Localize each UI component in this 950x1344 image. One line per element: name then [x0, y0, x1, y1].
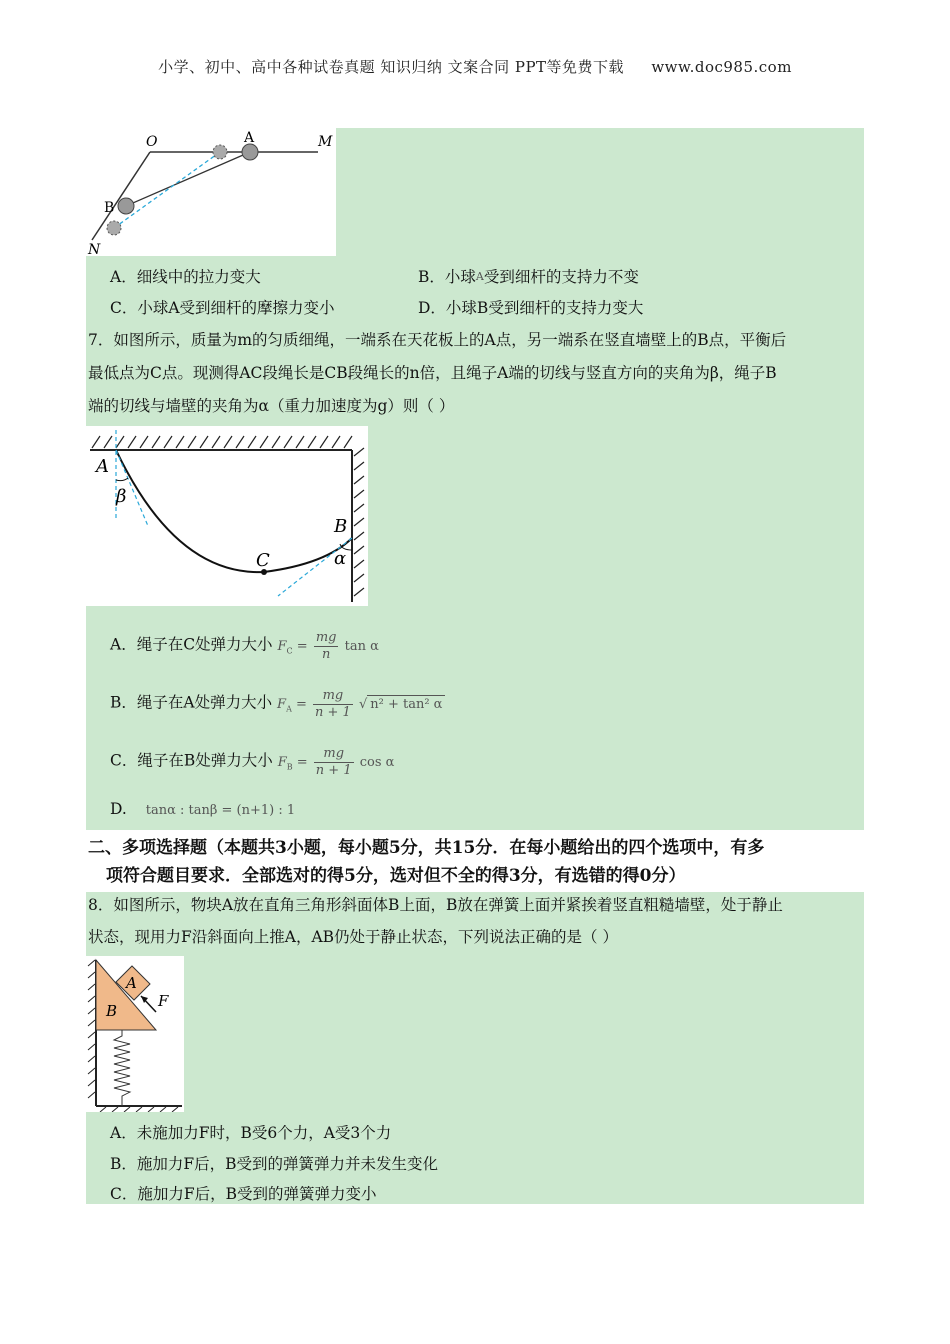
rod-ON	[92, 152, 150, 240]
q7-c-tail: cos α	[359, 754, 395, 770]
q7-b-fraction	[313, 688, 353, 720]
figure-wedge-spring	[86, 956, 184, 1112]
label-F: F	[158, 992, 169, 1010]
label-B: B	[334, 516, 348, 537]
q7-c-sub: B	[286, 762, 293, 772]
header-title: 小学、初中、高中各种试卷真题 知识归纳 文案合同 PPT等免费下载	[158, 58, 625, 76]
q7-c-num: mg	[314, 746, 354, 763]
wall-hatch	[88, 960, 95, 1098]
label-beta: β	[116, 486, 127, 507]
label-C: C	[256, 550, 270, 571]
label-A: A	[96, 456, 109, 477]
label-B: B	[106, 1002, 118, 1020]
q7-stem-line2: 最低点为C点。现测得AC段绳长是CB段绳长的n倍，且绳子A端的切线与竖直方向的夹角为β，绳子B	[88, 364, 777, 382]
floor-hatch	[100, 1107, 178, 1112]
q7-option-d-label: D.	[110, 800, 127, 818]
spring	[114, 1030, 130, 1106]
q7-option-b-formula: $F_A$ = $\frac{mg}{n + 1}$ √ n² + tan² α	[277, 697, 445, 712]
q7-option-b-text: B．绳子在A处弹力大小	[110, 693, 273, 712]
string-dashed	[114, 152, 220, 228]
section2-heading-line1: 二、多项选择题（本题共3小题，每小题5分，共15分．在每小题给出的四个选项中，有多	[88, 838, 765, 858]
label-alpha: α	[334, 548, 347, 569]
q6-option-b-prefix: B．小球	[418, 268, 476, 286]
q7-stem-line1: 7．如图所示，质量为m的匀质细绳，一端系在天花板上的A点，另一端系在竖直墙壁上的B点，平衡后	[88, 331, 787, 349]
ball-A	[242, 144, 258, 160]
q8-stem-line2: 状态，现用力F沿斜面向上推A，AB仍处于静止状态，下列说法正确的是（ ）	[88, 928, 618, 946]
q7-option-d	[110, 802, 295, 818]
q7-option-c-text: C．绳子在B处弹力大小	[110, 751, 273, 770]
label-M: M	[318, 134, 333, 150]
figure-wedge-spring-svg	[86, 956, 184, 1112]
q7-a-tail: tan α	[344, 638, 379, 654]
q8-option-b: B．施加力F后，B受到的弹簧弹力并未发生变化	[110, 1155, 439, 1173]
q7-c-lhs: F	[277, 754, 287, 770]
q7-option-a	[110, 630, 379, 662]
q8-option-a: A．未施加力F时，B受6个力，A受3个力	[110, 1124, 392, 1142]
ceiling-hatch	[92, 436, 352, 448]
ball-B	[118, 198, 134, 214]
q7-b-lhs: F	[277, 696, 287, 712]
q6-option-a: A．细线中的拉力变大	[110, 268, 261, 286]
header-url: www.doc985.com	[651, 58, 792, 76]
angle-arc-beta	[116, 478, 128, 481]
q7-a-fraction	[314, 630, 339, 662]
q7-option-c	[110, 746, 394, 778]
q7-b-tail: n² + tan² α	[367, 695, 445, 712]
section2-heading-line2: 项符合题目要求．全部选对的得5分，选对但不全的得3分，有选错的得0分）	[106, 866, 686, 886]
label-B: B	[104, 200, 115, 216]
q7-option-b	[110, 688, 445, 720]
label-A: A	[244, 130, 255, 146]
q6-option-b-suffix: 受到细杆的支持力不变	[483, 268, 639, 286]
q7-option-d-formula: tanα : tanβ = (n+1) : 1	[145, 803, 296, 818]
q7-stem-line3: 端的切线与墙壁的夹角为α（重力加速度为g）则（ ）	[88, 397, 455, 415]
q6-option-b-ball: A	[475, 270, 484, 283]
label-O: O	[146, 134, 158, 150]
ball-B-dashed	[107, 221, 121, 235]
q7-b-den: n + 1	[315, 704, 351, 720]
q7-option-c-formula: $F_B$ = $\frac{mg}{n + 1}$ cos α	[277, 746, 395, 778]
q7-option-a-text: A．绳子在C处弹力大小	[110, 635, 273, 654]
q6-option-c: C．小球A受到细杆的摩擦力变小	[110, 299, 335, 317]
q7-a-den: n	[321, 646, 331, 662]
figure-rope	[86, 426, 368, 606]
q8-stem-line1: 8．如图所示，物块A放在直角三角形斜面体B上面，B放在弹簧上面并紧挨着竖直粗糙墙壁，处于静止	[88, 896, 783, 914]
q7-c-fraction	[314, 746, 354, 778]
page-header	[0, 56, 950, 77]
wall-hatch	[354, 448, 364, 596]
q7-a-lhs: F	[277, 638, 287, 654]
q7-a-num: mg	[315, 630, 337, 645]
q6-option-d: D．小球B受到细杆的支持力变大	[418, 299, 644, 317]
q7-a-sub: C	[286, 646, 293, 656]
label-A: A	[126, 974, 137, 992]
q8-option-c: C．施加力F后，B受到的弹簧弹力变小	[110, 1185, 377, 1203]
figure-rope-svg	[86, 426, 368, 606]
q6-option-b	[418, 270, 639, 286]
q7-c-den: n + 1	[315, 762, 352, 778]
q7-b-sub: A	[286, 704, 292, 714]
figure-rod-balls	[86, 128, 336, 256]
ball-A-dashed	[213, 145, 227, 159]
q7-b-num: mg	[313, 688, 353, 705]
q7-option-a-formula: $F_C$ = $\frac{mg}{n}$ tan α	[277, 630, 379, 662]
figure-rod-balls-svg	[86, 128, 336, 256]
label-N: N	[88, 242, 101, 256]
rope-curve	[116, 450, 352, 572]
wedge-B	[96, 960, 156, 1030]
